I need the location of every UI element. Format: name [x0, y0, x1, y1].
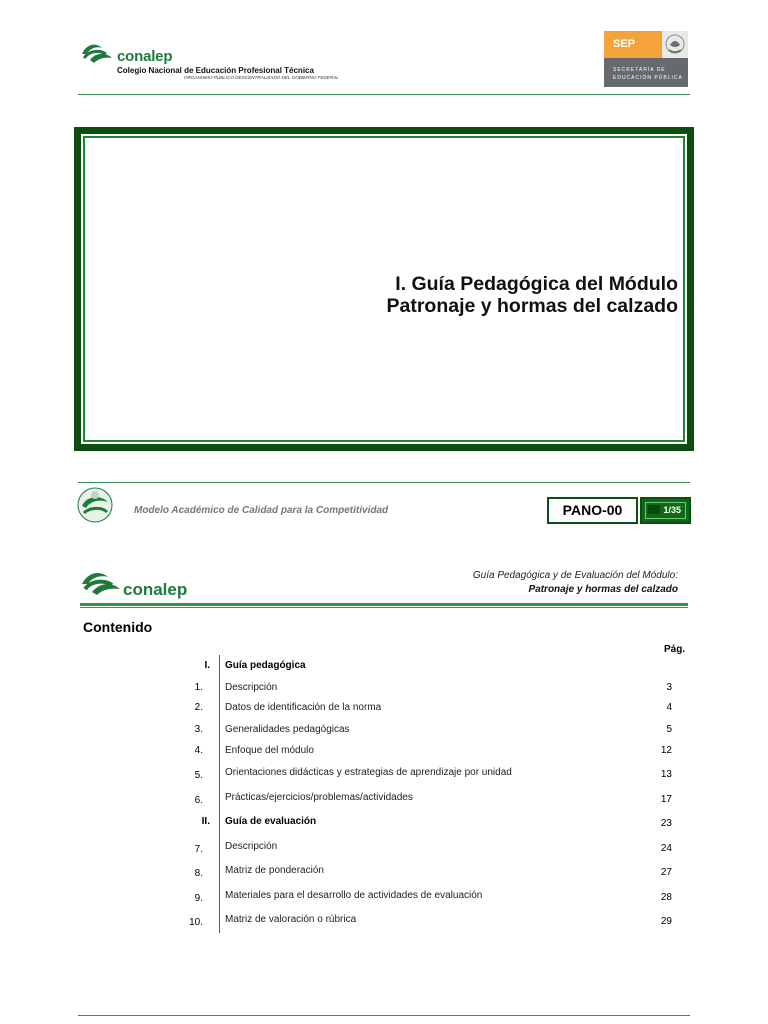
toc-page-number: 27 [660, 867, 672, 878]
guide-header-line-2: Patronaje y hormas del calzado [528, 584, 678, 595]
toc-number: 1. [194, 682, 203, 693]
header-green-rule-thin [80, 607, 688, 608]
document-code: PANO-00 [547, 497, 638, 524]
quality-model-text: Modelo Académico de Calidad para la Competitividad [134, 505, 389, 516]
conalep-swoosh-icon [80, 40, 114, 66]
conalep-swoosh-icon [80, 568, 122, 598]
sep-line-2: EDUCACIÓN PÚBLICA [613, 75, 683, 81]
toc-page-number: 23 [660, 818, 672, 829]
toc-entry-title[interactable]: Descripción [225, 841, 278, 852]
toc-entry-title[interactable]: Materiales para el desarrollo de actividades de evaluación [225, 890, 483, 901]
header-divider [78, 94, 690, 95]
toc-entry-title[interactable]: Orientaciones didácticas y estrategias de aprendizaje por unidad [225, 767, 512, 778]
toc-number: 3. [194, 724, 203, 735]
toc-page-number: 3 [666, 682, 672, 693]
toc-entry-title[interactable]: Guía pedagógica [225, 660, 306, 671]
page-column-label: Pág. [664, 644, 686, 655]
toc-entry-title[interactable]: Prácticas/ejercicios/problemas/actividades [225, 792, 413, 803]
header-green-rule [80, 603, 688, 606]
toc-entry-title[interactable]: Matriz de valoración o rúbrica [225, 914, 357, 925]
cover-title-box [75, 128, 693, 450]
toc-entry-title[interactable]: Descripción [225, 682, 278, 693]
cover-title-line-2: Patronaje y hormas del calzado [386, 295, 678, 317]
bottom-divider [78, 1015, 690, 1016]
org-subtitle: ORGANISMO PÚBLICO DESCENTRALIZADO DEL GOBIERNO FEDERAL [184, 75, 339, 80]
sep-logo [604, 31, 688, 87]
page-counter: 1/35 [663, 505, 681, 515]
toc-page-number: 5 [666, 724, 672, 735]
toc-entry-title[interactable]: Matriz de ponderación [225, 865, 324, 876]
sep-label: SEP [613, 38, 636, 50]
footer-divider [78, 482, 690, 483]
toc-page-number: 28 [660, 892, 672, 903]
section-title: Contenido [83, 619, 153, 635]
toc-number: 10. [189, 917, 203, 928]
toc-vertical-rule [219, 655, 220, 933]
toc-number: 6. [194, 795, 203, 806]
toc-number: 4. [194, 745, 203, 756]
page-counter-box [640, 497, 691, 524]
sep-line-1: SECRETARÍA DE [613, 67, 666, 73]
toc-number: 5. [194, 770, 203, 781]
conalep-logo [80, 40, 339, 80]
mexico-seal-icon [662, 31, 688, 58]
toc-number: II. [201, 816, 210, 827]
toc-page-number: 24 [660, 843, 672, 854]
org-name-page2: conalep [123, 580, 188, 599]
toc-number: 9. [194, 893, 203, 904]
toc-number: 7. [194, 844, 203, 855]
toc-page-number: 12 [660, 745, 672, 756]
toc-entry-title[interactable]: Enfoque del módulo [225, 745, 314, 756]
toc-page-number: 4 [666, 702, 672, 713]
toc-page-number: 13 [660, 769, 672, 780]
toc-number: I. [204, 660, 210, 671]
quality-model-logo-icon [76, 486, 114, 524]
toc-number: 8. [194, 868, 203, 879]
toc-number: 2. [194, 702, 203, 713]
toc-entry-title[interactable]: Generalidades pedagógicas [225, 724, 350, 735]
guide-header-line-1: Guía Pedagógica y de Evaluación del Módulo: [472, 570, 678, 581]
conalep-logo-page2 [80, 568, 220, 602]
toc-page-number: 29 [660, 916, 672, 927]
toc-entry-title[interactable]: Guía de evaluación [225, 816, 317, 827]
org-full-name: Colegio Nacional de Educación Profesional Técnica [117, 66, 314, 75]
toc-page-number: 17 [660, 794, 672, 805]
cover-title-line-1: I. Guía Pedagógica del Módulo [395, 273, 678, 295]
toc-entry-title[interactable]: Datos de identificación de la norma [225, 702, 382, 713]
org-name: conalep [117, 48, 173, 65]
